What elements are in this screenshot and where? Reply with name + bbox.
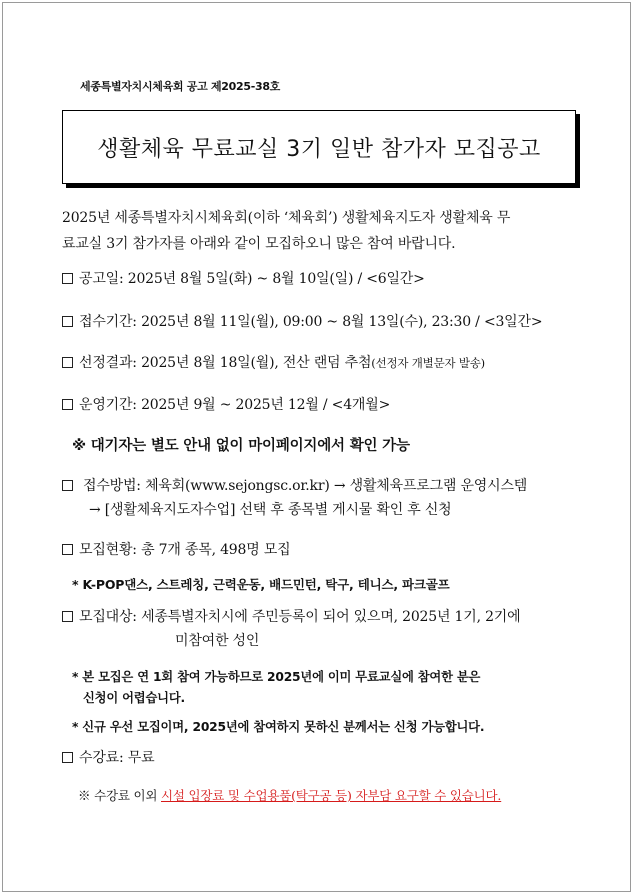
checkbox-icon — [62, 316, 73, 327]
item-method — [62, 475, 527, 495]
intro-line-2: 료교실 3기 참가자를 아래와 같이 모집하오니 많은 참여 바랍니다. — [62, 236, 456, 252]
fee-text: 수강료: 무료 — [79, 750, 155, 766]
page-title: 생활체육 무료교실 3기 일반 참가자 모집공고 — [97, 136, 541, 162]
operation-text: 운영기간: 2025년 9월 ~ 2025년 12월 / <4개월> — [79, 397, 391, 413]
item-target — [62, 606, 520, 626]
checkbox-icon — [62, 752, 73, 763]
checkbox-icon — [62, 399, 73, 410]
item-status — [62, 539, 290, 559]
checkbox-icon — [62, 357, 73, 368]
checkbox-icon — [62, 611, 73, 622]
result-text: 선정결과: 2025년 8월 18일(월), 전산 랜덤 추첨 — [79, 355, 372, 371]
intro-line-1: 2025년 세종특별자치시체육회(이하 ‘체육회’) 생활체육지도자 생활체육 무 — [62, 210, 511, 226]
item-reception — [62, 311, 542, 331]
item-result — [62, 352, 485, 372]
fee-note-prefix: ※ 수강료 이외 — [78, 788, 161, 803]
fee-note-emphasis: 시설 입장료 및 수업용품(탁구공 등) 자부담 요구할 수 있습니다. — [161, 788, 502, 803]
method-text-1: 접수방법: 체육회(www.sejongsc.or.kr) → 생활체육프로그램 운영시스템 — [83, 478, 528, 494]
status-text: 모집현황: 총 7개 종목, 498명 모집 — [79, 542, 291, 558]
target-text-1: 모집대상: 세종특별자치시에 주민등록이 되어 있으며, 2025년 1기, 2기에 — [79, 609, 521, 625]
reception-text: 접수기간: 2025년 8월 11일(월), 09:00 ~ 8월 13일(수), 23:30 / <3일간> — [79, 314, 543, 330]
sports-list: * K-POP댄스, 스트레칭, 근력운동, 배드민턴, 탁구, 테니스, 파크골프 — [72, 577, 450, 592]
checkbox-icon — [62, 544, 73, 555]
result-note: (선정자 개별문자 발송) — [371, 356, 485, 370]
note1-line-1: * 본 모집은 연 1회 참여 가능하므로 2025년에 이미 무료교실에 참여한 분은 — [72, 670, 481, 684]
waitlist-note: ※ 대기자는 별도 안내 없이 마이페이지에서 확인 가능 — [72, 438, 410, 454]
target-text-2: 미참여한 성인 — [175, 633, 260, 649]
note1-line-2: 신청이 어렵습니다. — [83, 691, 185, 705]
fee-note — [78, 786, 501, 804]
notice-number: 세종특별자치시체육회 공고 제2025-38호 — [80, 80, 281, 93]
title-box — [62, 110, 576, 184]
checkbox-icon — [62, 273, 73, 284]
item-operation — [62, 394, 390, 414]
method-text-2: → [생활체육지도자수업] 선택 후 종목별 게시물 확인 후 신청 — [89, 502, 452, 518]
checkbox-icon — [62, 480, 73, 491]
item-fee — [62, 747, 154, 767]
item-announce — [62, 268, 425, 288]
announce-text: 공고일: 2025년 8월 5일(화) ~ 8월 10일(일) / <6일간> — [79, 271, 425, 287]
note2: * 신규 우선 모집이며, 2025년에 참여하지 못하신 분께서는 신청 가능합니다. — [72, 720, 485, 734]
